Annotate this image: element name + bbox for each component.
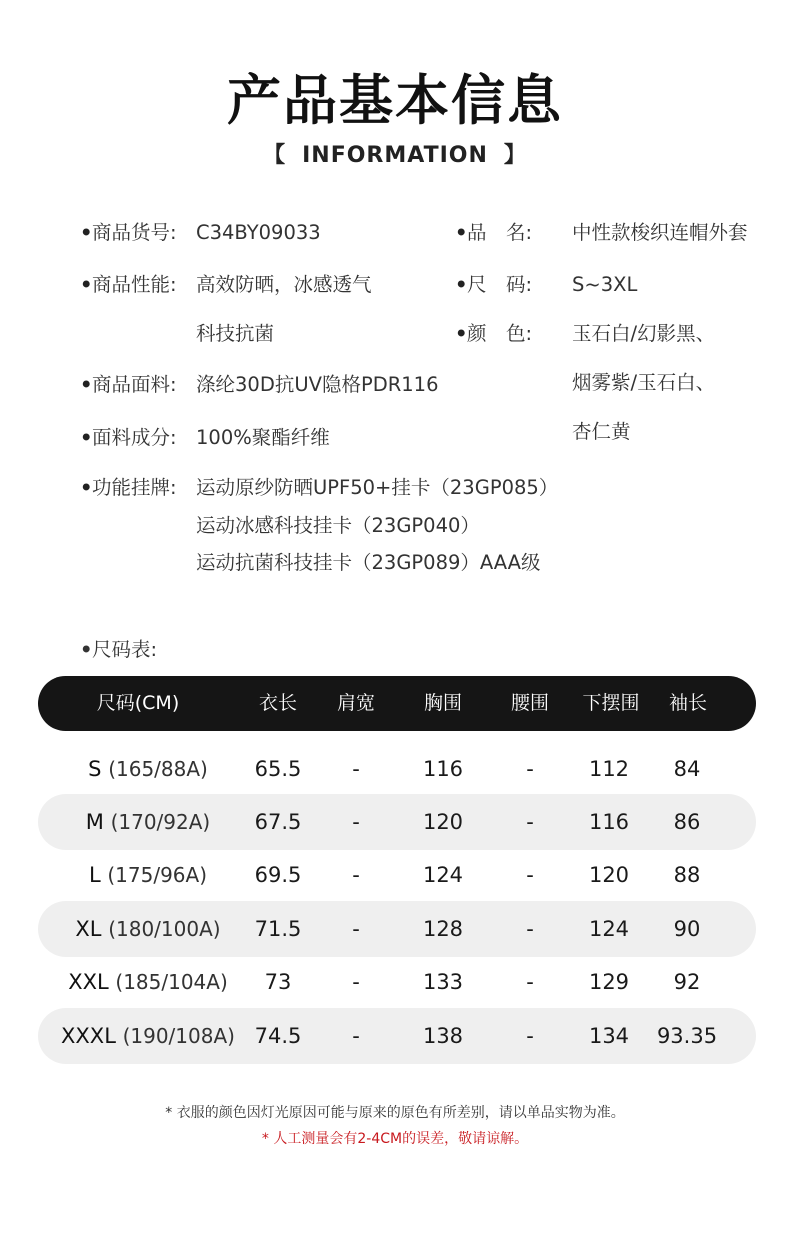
- header-length: 衣长: [258, 692, 297, 714]
- composition-value: 100%聚酯纤维: [196, 426, 330, 449]
- info-composition: [80, 425, 177, 451]
- cell-waist: -: [526, 970, 534, 994]
- header-chest: 胸围: [423, 692, 462, 714]
- size-code: XL: [75, 917, 102, 941]
- table-row: [38, 741, 756, 797]
- cell-length: 69.5: [254, 863, 302, 887]
- cell-waist: -: [526, 917, 534, 941]
- cell-waist: -: [526, 1024, 534, 1048]
- name-label: 品 名:: [467, 221, 533, 244]
- tags-label: 功能挂牌:: [92, 476, 177, 499]
- table-row: [38, 1008, 756, 1064]
- bullet-icon: •: [455, 221, 468, 244]
- table-row: [38, 794, 756, 850]
- header-hem: 下摆围: [582, 692, 640, 714]
- cell-chest: 124: [422, 863, 464, 887]
- size-table-header: [38, 676, 756, 731]
- cell-chest: 116: [422, 757, 464, 781]
- cell-size: [48, 954, 248, 1010]
- tags-value-1: 运动原纱防晒UPF50+挂卡（23GP085）: [196, 476, 559, 499]
- bullet-icon: •: [80, 638, 93, 661]
- size-table-title: [80, 634, 157, 662]
- cell-hem: 124: [588, 917, 630, 941]
- size-code: M: [85, 810, 104, 834]
- cell-length: 74.5: [254, 1024, 302, 1048]
- cell-sleeve: 93.35: [656, 1024, 718, 1048]
- info-item-no: [80, 220, 177, 246]
- cell-size: [48, 1008, 248, 1064]
- header-shoulder: 肩宽: [336, 692, 375, 714]
- cell-size: [48, 847, 248, 903]
- cell-waist: -: [526, 757, 534, 781]
- cell-hem: 129: [588, 970, 630, 994]
- performance-value-1: 高效防晒，冰感透气: [196, 273, 372, 296]
- bullet-icon: •: [80, 476, 93, 499]
- cell-shoulder: -: [352, 757, 360, 781]
- size-spec: (175/96A): [107, 863, 208, 887]
- item-no-label: 商品货号:: [92, 221, 177, 244]
- header-sleeve: 袖长: [668, 692, 707, 714]
- header-waist: 腰围: [510, 692, 549, 714]
- color-value-2: 烟雾紫/玉石白、: [572, 371, 716, 394]
- cell-hem: 120: [588, 863, 630, 887]
- bullet-icon: •: [455, 322, 468, 345]
- cell-chest: 120: [422, 810, 464, 834]
- bullet-icon: •: [80, 426, 93, 449]
- cell-sleeve: 86: [673, 810, 701, 834]
- cell-shoulder: -: [352, 810, 360, 834]
- bullet-icon: •: [80, 221, 93, 244]
- cell-waist: -: [526, 810, 534, 834]
- cell-size: [48, 794, 248, 850]
- cell-hem: 112: [588, 757, 630, 781]
- cell-sleeve: 88: [673, 863, 701, 887]
- tags-value-2: 运动冰感科技挂卡（23GP040）: [196, 514, 480, 537]
- cell-shoulder: -: [352, 1024, 360, 1048]
- size-value: S~3XL: [572, 273, 638, 296]
- measurement-disclaimer: * 人工测量会有2-4CM的误差，敬请谅解。: [261, 1131, 529, 1147]
- bullet-icon: •: [80, 273, 93, 296]
- cell-length: 65.5: [254, 757, 302, 781]
- subtitle-close-bracket: 】: [503, 143, 527, 168]
- tags-value-3: 运动抗菌科技挂卡（23GP089）AAA级: [196, 551, 541, 574]
- table-row: [38, 901, 756, 957]
- table-row: [38, 954, 756, 1010]
- name-value: 中性款梭织连帽外套: [572, 221, 748, 244]
- info-name: [455, 220, 532, 246]
- color-value-3: 杏仁黄: [572, 420, 631, 443]
- size-spec: (165/88A): [108, 757, 208, 781]
- header-size: 尺码(CM): [96, 692, 180, 714]
- cell-length: 67.5: [254, 810, 302, 834]
- item-no-value: C34BY09033: [196, 221, 321, 244]
- info-performance: [80, 272, 177, 298]
- cell-shoulder: -: [352, 970, 360, 994]
- cell-length: 71.5: [254, 917, 302, 941]
- size-table-title-label: 尺码表:: [92, 638, 158, 661]
- size-code: XXXL: [61, 1024, 116, 1048]
- cell-shoulder: -: [352, 863, 360, 887]
- size-spec: (180/100A): [108, 917, 221, 941]
- fabric-label: 商品面料:: [92, 373, 177, 396]
- cell-shoulder: -: [352, 917, 360, 941]
- size-code: XXL: [68, 970, 109, 994]
- cell-sleeve: 90: [673, 917, 701, 941]
- page-title: 产品基本信息: [227, 69, 563, 132]
- cell-sleeve: 92: [673, 970, 701, 994]
- bullet-icon: •: [455, 273, 468, 296]
- size-spec: (170/92A): [110, 810, 211, 834]
- bullet-icon: •: [80, 373, 93, 396]
- size-code: L: [88, 863, 101, 887]
- cell-waist: -: [526, 863, 534, 887]
- fabric-value: 涤纶30D抗UV隐格PDR116: [196, 373, 439, 396]
- info-size: [455, 272, 532, 298]
- size-label: 尺 码:: [467, 273, 533, 296]
- info-tags: [80, 475, 177, 501]
- subtitle-open-bracket: 【: [263, 143, 287, 168]
- info-fabric: [80, 372, 177, 398]
- subtitle-text: INFORMATION: [302, 143, 488, 168]
- cell-hem: 134: [588, 1024, 630, 1048]
- color-label: 颜 色:: [467, 322, 533, 345]
- color-value-1: 玉石白/幻影黑、: [572, 322, 716, 345]
- cell-chest: 138: [422, 1024, 464, 1048]
- cell-hem: 116: [588, 810, 630, 834]
- size-spec: (190/108A): [122, 1024, 235, 1048]
- size-spec: (185/104A): [115, 970, 228, 994]
- composition-label: 面料成分:: [92, 426, 177, 449]
- cell-length: 73: [264, 970, 292, 994]
- performance-label: 商品性能:: [92, 273, 177, 296]
- cell-chest: 133: [422, 970, 464, 994]
- size-code: S: [88, 757, 102, 781]
- performance-value-2: 科技抗菌: [196, 322, 275, 345]
- cell-sleeve: 84: [673, 757, 701, 781]
- cell-size: [48, 741, 248, 797]
- page-subtitle: [0, 138, 790, 169]
- cell-chest: 128: [422, 917, 464, 941]
- table-row: [38, 847, 756, 903]
- color-disclaimer: * 衣服的颜色因灯光原因可能与原来的原色有所差别，请以单品实物为准。: [165, 1105, 625, 1121]
- cell-size: [48, 901, 248, 957]
- info-color: [455, 321, 532, 347]
